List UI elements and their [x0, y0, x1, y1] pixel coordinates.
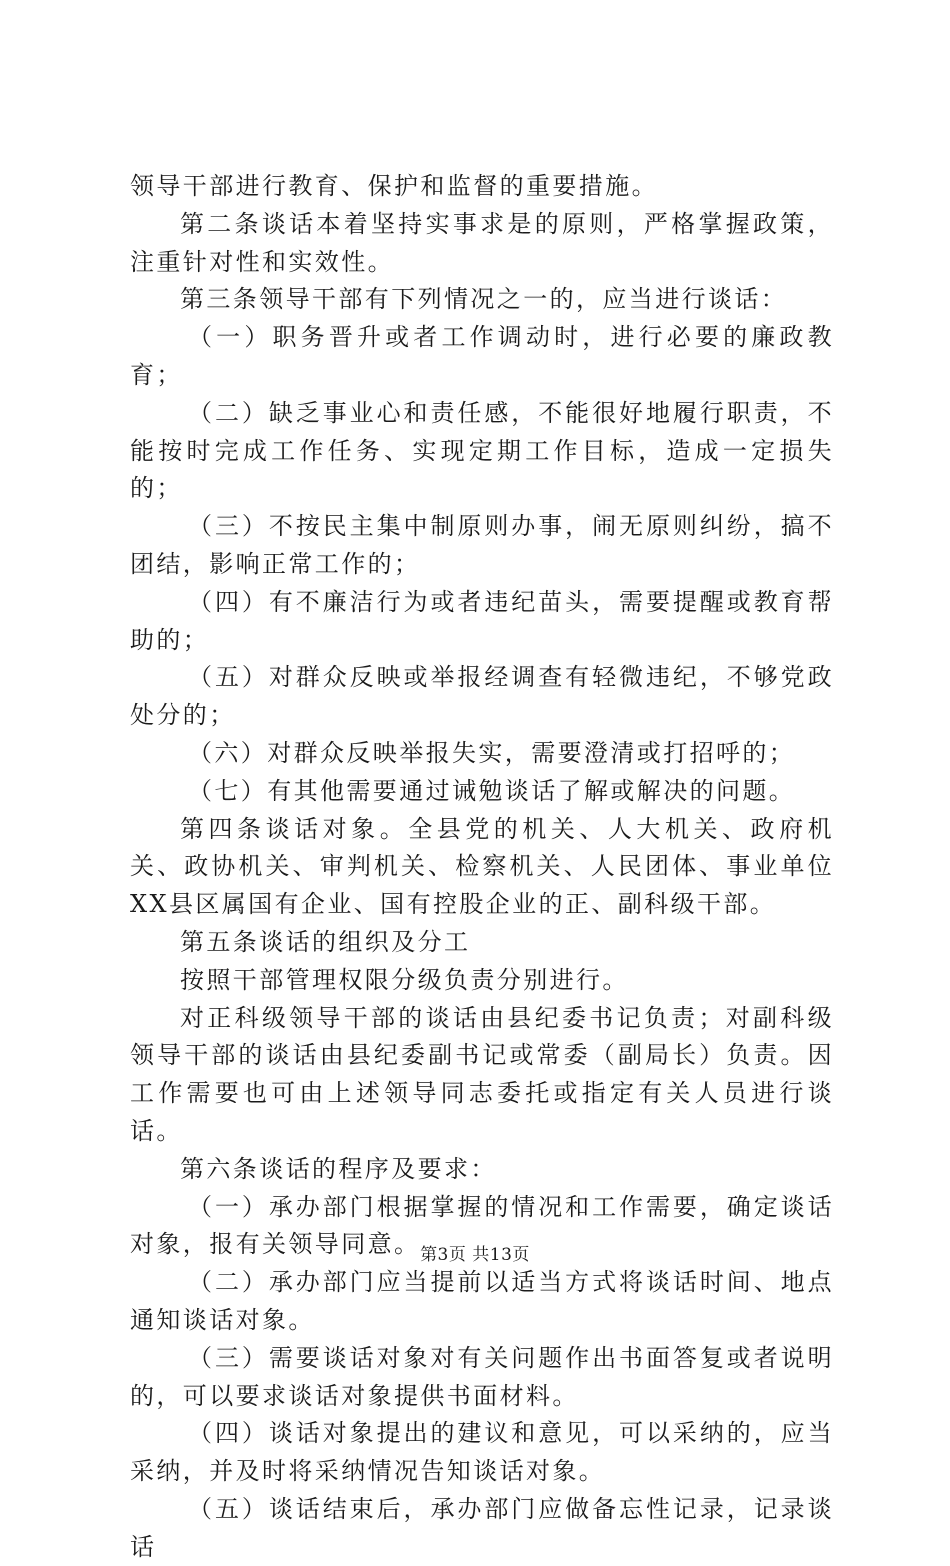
- article-6-item-3: （三）需要谈话对象对有关问题作出书面答复或者说明的，可以要求谈话对象提供书面材料。: [130, 1343, 834, 1410]
- article-3-item-4: （四）有不廉洁行为或者违纪苗头，需要提醒或教育帮助的；: [130, 587, 834, 654]
- article-4-paragraph: 第四条谈话对象。全县党的机关、人大机关、政府机关、政协机关、审判机关、检察机关、人民团体、事业单位XX县区属国有企业、国有控股企业的正、副科级干部。: [130, 814, 834, 919]
- article-5-paragraph-2: 对正科级领导干部的谈话由县纪委书记负责；对副科级领导干部的谈话由县纪委副书记或常委（副局长）负责。因工作需要也可由上述领导同志委托或指定有关人员进行谈话。: [130, 1003, 834, 1145]
- paragraph-continuation: 领导干部进行教育、保护和监督的重要措施。: [130, 172, 658, 200]
- article-5-paragraph-1: 按照干部管理权限分级负责分别进行。: [180, 965, 629, 994]
- article-6-item-5: （五）谈话结束后，承办部门应做备忘性记录，记录谈话: [130, 1494, 834, 1561]
- article-3-item-1: （一）职务晋升或者工作调动时，进行必要的廉政教育；: [130, 323, 834, 389]
- page-number-footer: 第3页 共13页: [420, 1245, 530, 1265]
- article-5-heading: 第五条谈话的组织及分工: [180, 927, 471, 956]
- article-6-item-2: （二）承办部门应当提前以适当方式将谈话时间、地点通知谈话对象。: [130, 1268, 834, 1334]
- article-3-paragraph: 第三条领导干部有下列情况之一的，应当进行谈话：: [180, 285, 788, 314]
- document-body: [130, 168, 834, 1566]
- article-3-item-6: （六）对群众反映举报失实，需要澄清或打招呼的；: [188, 738, 796, 767]
- article-3-item-2: （二）缺乏事业心和责任感，不能很好地履行职责，不能按时完成工作任务、实现定期工作目标，造成一定损失的；: [130, 398, 834, 503]
- article-6-item-1: （一）承办部门根据掌握的情况和工作需要，确定谈话对象，报有关领导同意。: [130, 1192, 834, 1259]
- article-3-item-3: （三）不按民主集中制原则办事，闹无原则纠纷，搞不团结，影响正常工作的；: [130, 512, 834, 578]
- article-3-item-5: （五）对群众反映或举报经调查有轻微违纪，不够党政处分的；: [130, 663, 834, 730]
- article-3-item-7: （七）有其他需要通过诫勉谈话了解或解决的问题。: [188, 776, 796, 805]
- article-6-heading: 第六条谈话的程序及要求：: [180, 1154, 497, 1183]
- article-2-paragraph: 第二条谈话本着坚持实事求是的原则，严格掌握政策，注重针对性和实效性。: [130, 209, 834, 276]
- article-6-item-4: （四）谈话对象提出的建议和意见，可以采纳的，应当采纳，并及时将采纳情况告知谈话对象。: [130, 1419, 834, 1486]
